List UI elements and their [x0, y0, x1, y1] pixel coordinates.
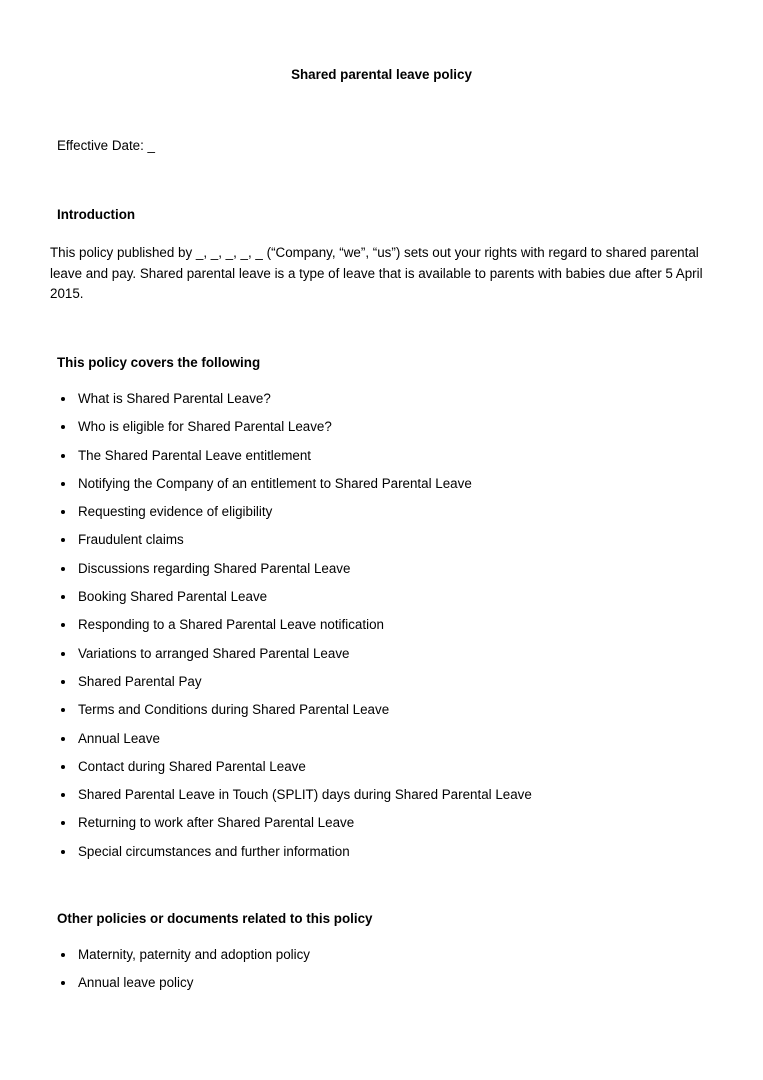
document-title: Shared parental leave policy [291, 67, 472, 82]
list-item [60, 759, 532, 787]
list-item-label: Returning to work after Shared Parental Leave [78, 815, 355, 831]
bullet-icon [61, 765, 65, 769]
bullet-icon [61, 595, 65, 599]
bullet-icon [61, 821, 65, 825]
list-item-label: Maternity, paternity and adoption policy [78, 947, 310, 962]
list-item [60, 844, 532, 872]
list-item [60, 391, 532, 419]
list-item [60, 448, 532, 476]
list-item-label: Discussions regarding Shared Parental Leave [78, 560, 351, 576]
bullet-icon [61, 538, 65, 542]
list-item-label: Special circumstances and further information [78, 843, 350, 859]
related-documents-heading: Other policies or documents related to this policy [57, 911, 373, 926]
list-item-label: Booking Shared Parental Leave [78, 589, 268, 605]
list-item-label: Annual Leave [78, 730, 160, 746]
introduction-text: This policy published by _, _, _, _, _ (“Company, “we”, “us”) sets out your rights with regard to shared parental leave and pay. Shared parental leave is a type of leave that is available to parents with babies due after 5 April 2015. [50, 245, 703, 301]
bullet-icon [61, 850, 65, 854]
list-item [60, 787, 532, 815]
list-item [60, 702, 532, 730]
bullet-icon [61, 737, 65, 741]
list-item [60, 419, 532, 447]
bullet-icon [61, 510, 65, 514]
list-item-label: Who is eligible for Shared Parental Leave? [78, 419, 332, 435]
list-item [60, 476, 532, 504]
list-item [60, 815, 532, 843]
bullet-icon [61, 482, 65, 486]
list-item [60, 646, 532, 674]
bullet-icon [61, 425, 65, 429]
list-item-label: Terms and Conditions during Shared Parental Leave [78, 702, 390, 718]
bullet-icon [61, 793, 65, 797]
list-item [60, 617, 532, 645]
list-item-label: Responding to a Shared Parental Leave notification [78, 617, 384, 633]
bullet-icon [61, 623, 65, 627]
list-item [60, 975, 310, 1003]
list-item [60, 532, 532, 560]
related-documents-list [60, 947, 310, 1004]
effective-date: Effective Date: _ [57, 138, 156, 153]
list-item [60, 731, 532, 759]
bullet-icon [61, 680, 65, 684]
list-item [60, 947, 310, 975]
list-item [60, 561, 532, 589]
list-item-label: Notifying the Company of an entitlement to Shared Parental Leave [78, 475, 472, 491]
list-item-label: Variations to arranged Shared Parental Leave [78, 645, 350, 661]
list-item [60, 674, 532, 702]
bullet-icon [61, 953, 65, 957]
list-item-label: The Shared Parental Leave entitlement [78, 447, 311, 463]
list-item-label: Requesting evidence of eligibility [78, 504, 273, 520]
covers-heading: This policy covers the following [57, 355, 261, 370]
introduction-heading: Introduction [57, 207, 136, 222]
list-item-label: Shared Parental Leave in Touch (SPLIT) days during Shared Parental Leave [78, 787, 532, 803]
list-item-label: Annual leave policy [78, 975, 194, 991]
list-item-label: Shared Parental Pay [78, 673, 202, 689]
bullet-icon [61, 567, 65, 571]
list-item-label: Contact during Shared Parental Leave [78, 758, 306, 774]
list-item-label: Fraudulent claims [78, 532, 184, 548]
bullet-icon [61, 454, 65, 458]
bullet-icon [61, 708, 65, 712]
list-item [60, 504, 532, 532]
bullet-icon [61, 397, 65, 401]
list-item [60, 589, 532, 617]
covers-list [60, 391, 532, 872]
list-item-label: What is Shared Parental Leave? [78, 391, 271, 406]
bullet-icon [61, 652, 65, 656]
bullet-icon [61, 981, 65, 985]
